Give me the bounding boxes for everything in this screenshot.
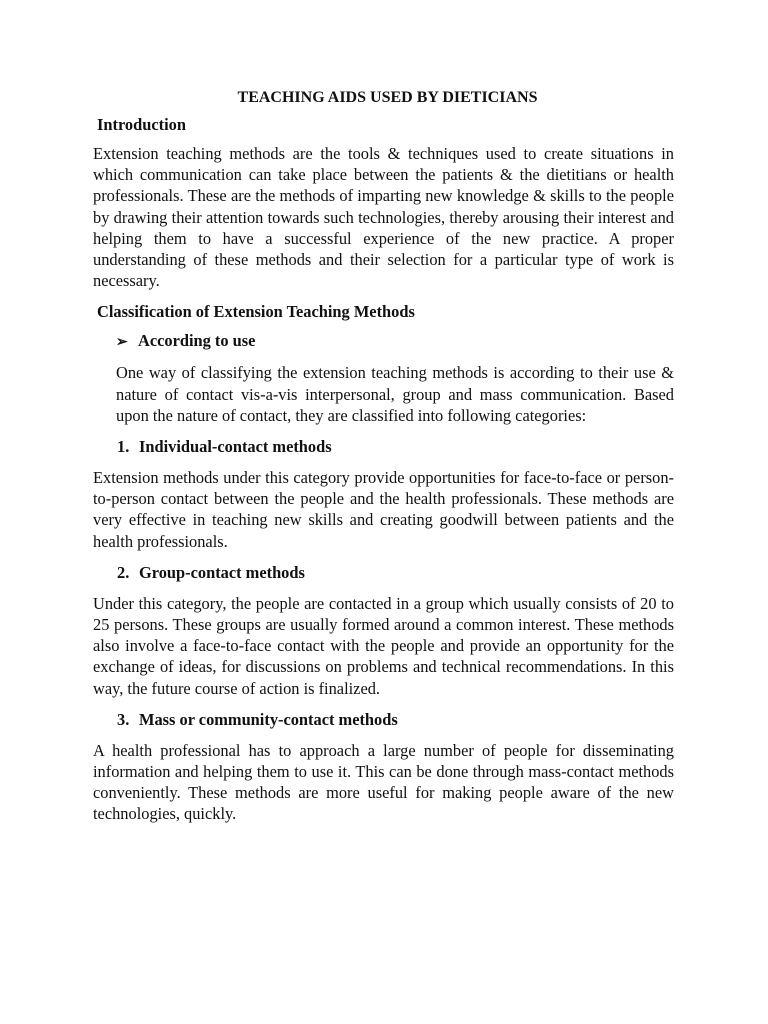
- according-to-use-heading: [116, 330, 674, 353]
- section-title: Mass or community-contact methods: [139, 709, 398, 729]
- section-number: 2.: [117, 562, 130, 582]
- introduction-heading: Introduction: [97, 115, 186, 134]
- section-heading-mass: [117, 709, 674, 730]
- according-to-use-label: According to use: [138, 331, 256, 351]
- arrow-bullet-icon: ➢: [116, 335, 128, 351]
- introduction-paragraph: Extension teaching methods are the tools & techniques used to create situations in which communication can take place between the patients & the dietitians or health professionals. These are the methods of imparting new knowledge & skills to the people by drawing their attention towards such technologies, thereby arousing their interest and helping them to have a successful experience of the new practice. A proper understanding of these methods and their selection for a particular type of work is necessary.: [93, 144, 674, 291]
- section-title: Individual-contact methods: [139, 437, 332, 457]
- section-paragraph-group: Under this category, the people are contacted in a group which usually consists of 20 to 25 persons. These groups are usually formed around a common interest. These methods also involve a face-to-face contact with the people and provide an opportunity for the exchange of ideas, for discussions on problems and technical recommendations. In this way, the future course of action is finalized.: [93, 593, 674, 698]
- section-paragraph-mass: A health professional has to approach a large number of people for disseminating information and helping them to use it. This can be done through mass-contact methods conveniently. These methods are more useful for making people aware of the new technologies, quickly.: [93, 740, 674, 824]
- classification-heading: Classification of Extension Teaching Methods: [97, 302, 415, 322]
- section-number: 3.: [117, 709, 130, 729]
- section-heading-individual: [117, 436, 674, 457]
- section-title: Group-contact methods: [139, 562, 305, 582]
- section-number: 1.: [117, 437, 130, 457]
- document-title: TEACHING AIDS USED BY DIETICIANS: [237, 89, 538, 106]
- section-heading-group: [117, 562, 674, 583]
- section-paragraph-individual: Extension methods under this category provide opportunities for face-to-face or person-to-person contact between the people and the health professionals. These methods are very effective in teaching new skills and creating goodwill between patients and the health professionals.: [93, 468, 674, 551]
- according-to-use-paragraph: One way of classifying the extension teaching methods is according to their use & nature of contact vis-a-vis interpersonal, group and mass communication. Based upon the nature of contact, they are classified into following categories:: [116, 363, 674, 425]
